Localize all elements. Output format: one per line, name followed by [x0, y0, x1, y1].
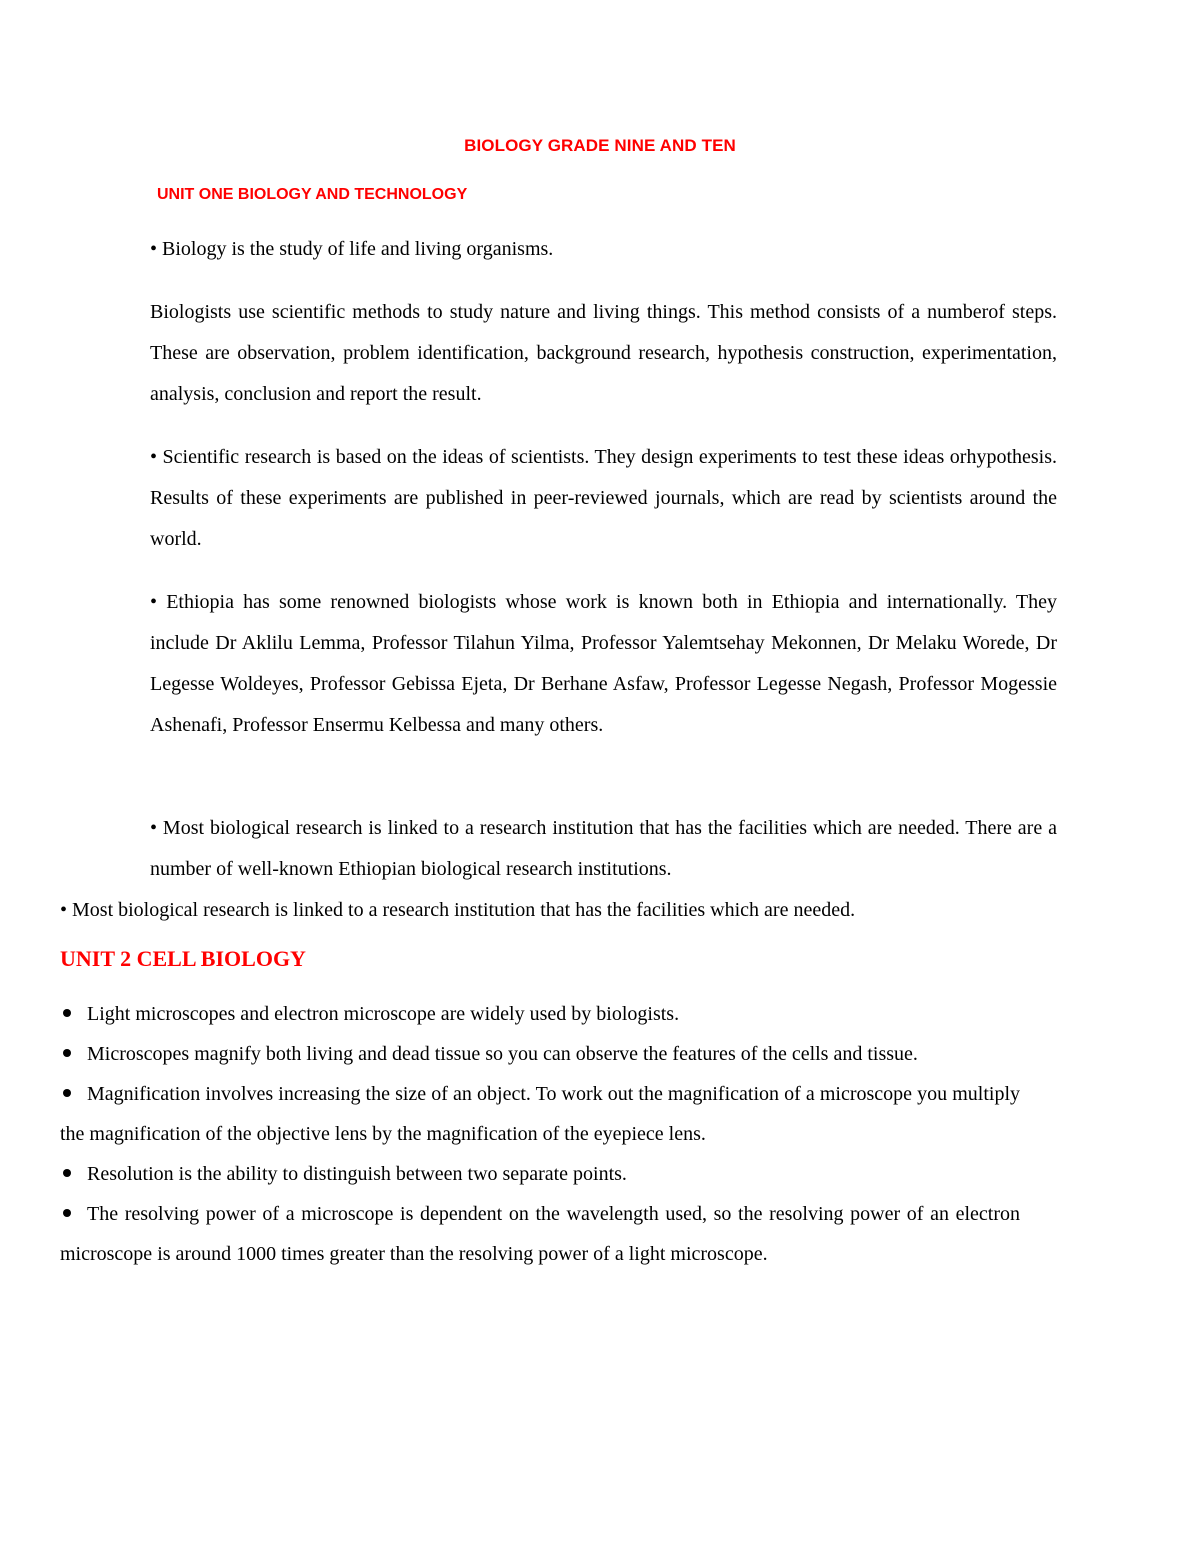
list-item-text: Light microscopes and electron microscope are widely used by biologists.	[87, 1003, 680, 1025]
list-item-text: Resolution is the ability to distinguish between two separate points.	[87, 1163, 627, 1185]
list-item	[60, 1074, 1020, 1154]
bullet-icon	[63, 1169, 71, 1177]
unit-one-paragraph: • Scientific research is based on the ideas of scientists. They design experiments to test these ideas orhypothesis. Results of these experiments are published in peer-reviewed journals, which are read by scientists around the world.	[150, 446, 1057, 550]
list-item	[60, 994, 1020, 1034]
bullet-icon	[63, 1089, 71, 1097]
list-item	[60, 1034, 1020, 1074]
unit-one-paragraph: • Biology is the study of life and living organisms.	[150, 238, 554, 260]
unit-one-heading: UNIT ONE BIOLOGY AND TECHNOLOGY	[157, 186, 468, 203]
list-item	[60, 1154, 1020, 1194]
bullet-icon	[63, 1049, 71, 1057]
document-title: BIOLOGY GRADE NINE AND TEN	[464, 136, 736, 155]
list-item-text: Microscopes magnify both living and dead tissue so you can observe the features of the cells and tissue.	[87, 1043, 918, 1065]
list-item-text: The resolving power of a microscope is dependent on the wavelength used, so the resolving power of an electron microscope is around 1000 times greater than the resolving power of a light microscope.	[60, 1203, 1020, 1265]
bullet-icon	[63, 1009, 71, 1017]
list-item-text: Magnification involves increasing the size of an object. To work out the magnification of a microscope you multiply the magnification of the objective lens by the magnification of the eyepiece lens.	[60, 1083, 1020, 1145]
unit-two-heading: UNIT 2 CELL BIOLOGY	[60, 946, 306, 971]
unit-two-bullet-list	[60, 994, 1020, 1274]
unit-one-repeated-line: • Most biological research is linked to a research institution that has the facilities which are needed.	[60, 899, 856, 921]
unit-one-paragraph: Biologists use scientific methods to study nature and living things. This method consists of a numberof steps. These are observation, problem identification, background research, hypothesis construction, experimentation, analysis, conclusion and report the result.	[150, 301, 1057, 405]
unit-one-paragraph: • Most biological research is linked to a research institution that has the facilities which are needed. There are a number of well-known Ethiopian biological research institutions.	[150, 817, 1057, 880]
unit-one-paragraph: • Ethiopia has some renowned biologists whose work is known both in Ethiopia and internationally. They include Dr Aklilu Lemma, Professor Tilahun Yilma, Professor Yalemtsehay Mekonnen, Dr Melaku Worede, Dr Legesse Woldeyes, Professor Gebissa Ejeta, Dr Berhane Asfaw, Professor Legesse Negash, Professor Mogessie Ashenafi, Professor Ensermu Kelbessa and many others.	[150, 591, 1057, 736]
list-item	[60, 1194, 1020, 1274]
bullet-icon	[63, 1209, 71, 1217]
